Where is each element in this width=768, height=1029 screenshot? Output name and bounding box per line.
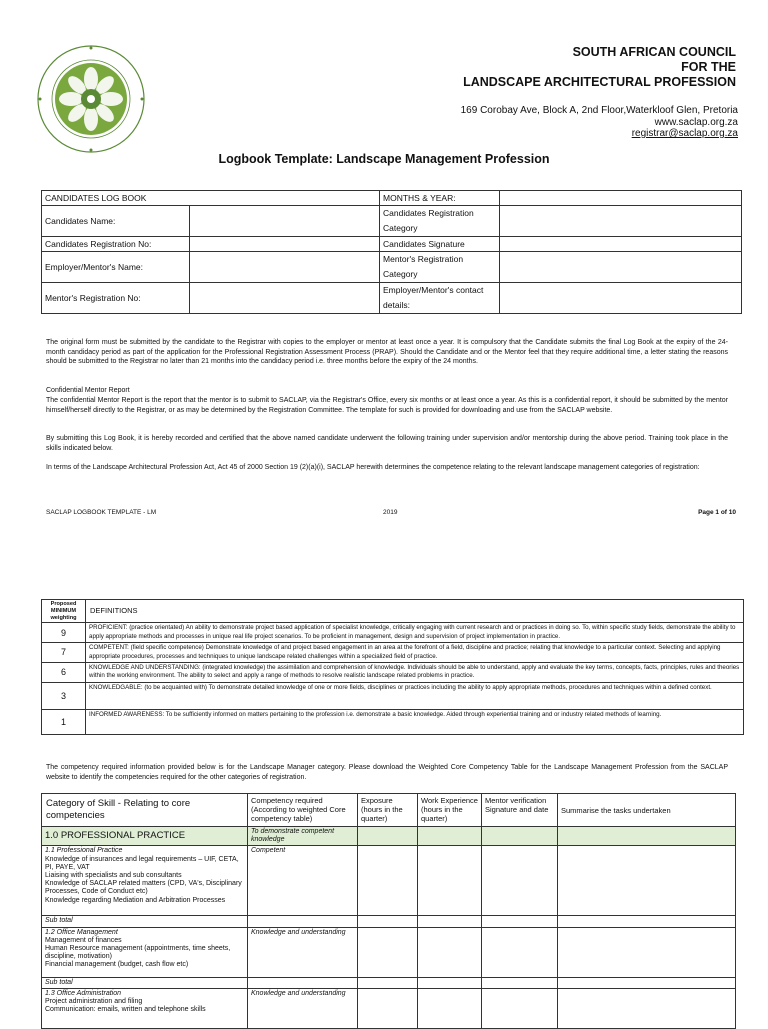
- org-name-line3: LANDSCAPE ARCHITECTURAL PROFESSION: [463, 75, 736, 89]
- definition-text: PROFICIENT: (practice orientated) An ability to demonstrate project based application of specialist knowledge, critically engaging with current research and or practices in doing so. To, within specific study fields, demonstrate the ability to apply appropriate methods and processes in unique real life project scenarios. To be proficient in management, design and supervision of project implementation in practice.: [86, 623, 744, 643]
- summary-field[interactable]: [558, 846, 736, 916]
- weighting-value: 6: [42, 663, 86, 683]
- category-header: Category of Skill - Relating to core competencies: [42, 794, 248, 827]
- definition-text: KNOWLEDGABLE: (to be acquainted with) To demonstrate detailed knowledge of one or more fields, disciplines or practices including the ability to apply appropriate methods, procedures and techniques within a defined context.: [86, 682, 744, 709]
- mentor-report-heading: Confidential Mentor Report: [46, 387, 130, 394]
- weighting-value: 9: [42, 623, 86, 643]
- certification-paragraph: By submitting this Log Book, it is hereby recorded and certified that the above named candidate underwent the following training under supervision and/or mentorship during the above period. Training took place in the skills indicated below.: [46, 435, 728, 452]
- table-cell: Mentor's Registration No:: [42, 283, 190, 314]
- exposure-field[interactable]: [358, 988, 418, 1028]
- mentor-signature-field[interactable]: [482, 927, 558, 977]
- summary-field[interactable]: [558, 988, 736, 1028]
- table-cell: MONTHS & YEAR:: [380, 191, 500, 206]
- definition-row: [42, 709, 744, 734]
- document-title: Logbook Template: Landscape Management Profession: [218, 152, 550, 166]
- definition-row: [42, 623, 744, 643]
- mentor-signature-field[interactable]: [482, 846, 558, 916]
- table-cell: Mentor's Registration Category: [380, 252, 500, 283]
- exposure-header: Exposure (hours in the quarter): [358, 794, 418, 827]
- months-year-field[interactable]: [500, 191, 742, 206]
- competency-row: [42, 927, 736, 977]
- weighting-value: 1: [42, 709, 86, 734]
- competency-required: Knowledge and understanding: [248, 988, 358, 1028]
- mentor-registration-no-field[interactable]: [190, 283, 380, 314]
- candidate-signature-field[interactable]: [500, 237, 742, 252]
- section-title: 1.0 PROFESSIONAL PRACTICE: [42, 827, 248, 846]
- work-experience-field[interactable]: [418, 846, 482, 916]
- footer-page-number: Page 1 of 10: [698, 509, 736, 516]
- competency-intro: The competency required information provided below is for the Landscape Manager category. Please download the Weighted Core Competency Table for the Landscape Management Profession from the SACLAP website to identify the competencies required for the other categories of registration.: [46, 764, 728, 781]
- definition-text: INFORMED AWARENESS: To be sufficiently informed on matters pertaining to the profession i.e. demonstrate a basic knowledge. Aided through experiential training and or industry related methods of learning.: [86, 709, 744, 734]
- table-cell: Candidates Signature: [380, 237, 500, 252]
- competency-description: 1.2 Office Management Management of finances Human Resource management (appointments, time sheets, discipline, motivation) Financial management (budget, cash flow etc): [42, 927, 248, 977]
- definitions-header: DEFINITIONS: [86, 600, 744, 623]
- definition-row: [42, 663, 744, 683]
- definition-text: COMPETENT: (field specific competence) Demonstrate knowledge of and project based engagement in an area at the forefront of a field, discipline and practice; relating that knowledge to a particular context. Selecting and applying appropriate procedures, processes and techniques to unique landscape related challenges within a specialized field of practice.: [86, 643, 744, 663]
- org-name-line2: FOR THE: [681, 60, 736, 74]
- submission-paragraph: The original form must be submitted by the candidate to the Registrar with copies to the employer or mentor at least once a year. It is compulsory that the Candidate submits the final Log Book at the expiry of the 24-month candidacy period as part of the application for the Professional Registration Assessment Process (PRAP). Should the Candidate and or the Mentor feel that they require additional time, a letter stating the reasons should be submitted to the Registrar no later than 21 months into the candidacy period i.e. three months before the expiry of the 24 months.: [46, 339, 728, 365]
- section-row: [42, 827, 736, 846]
- definitions-table: [41, 599, 744, 735]
- weighting-value: 7: [42, 643, 86, 663]
- org-name-line1: SOUTH AFRICAN COUNCIL: [572, 45, 736, 59]
- footer-template-name: SACLAP LOGBOOK TEMPLATE - LM: [46, 509, 157, 516]
- summary-header: Summarise the tasks undertaken: [558, 794, 736, 827]
- mentor-registration-category-field[interactable]: [500, 252, 742, 283]
- competency-description: 1.3 Office Administration Project administration and filing Communication: emails, written and telephone skills: [42, 988, 248, 1028]
- table-cell: CANDIDATES LOG BOOK: [42, 191, 380, 206]
- definition-row: [42, 682, 744, 709]
- competency-description: 1.1 Professional Practice Knowledge of insurances and legal requirements – UIF, CETA, PI, PAYE, VAT Liaising with specialists and sub consultants Knowledge of SACLAP related matters (CPD, VA's, Disciplinary Processes, Code of Conduct etc) Knowledge regarding Mediation and Arbitration Processes: [42, 846, 248, 916]
- table-cell: Employer/Mentor's Name:: [42, 252, 190, 283]
- subtotal-row: Sub total: [42, 977, 736, 988]
- candidate-registration-no-field[interactable]: [190, 237, 380, 252]
- table-cell: Employer/Mentor's contact details:: [380, 283, 500, 314]
- weighting-header: Proposed MINIMUM weighting: [42, 600, 86, 623]
- summary-field[interactable]: [558, 927, 736, 977]
- act-paragraph: In terms of the Landscape Architectural Profession Act, Act 45 of 2000 Section 19 (2)(a)(i), SACLAP herewith determines the competence relating to the relevant landscape management categories of registration:: [46, 464, 700, 471]
- work-experience-header: Work Experience (hours in the quarter): [418, 794, 482, 827]
- mentor-verification-header: Mentor verification Signature and date: [482, 794, 558, 827]
- required-header: Competency required (According to weighted Core competency table): [248, 794, 358, 827]
- competency-row: [42, 988, 736, 1028]
- footer-year: 2019: [383, 509, 398, 516]
- mentor-contact-details-field[interactable]: [500, 283, 742, 314]
- work-experience-field[interactable]: [418, 988, 482, 1028]
- table-cell: Candidates Name:: [42, 206, 190, 237]
- competency-table: [41, 793, 736, 1029]
- competency-row: [42, 846, 736, 916]
- section-required: To demonstrate competent knowledge: [248, 827, 358, 846]
- table-cell: Candidates Registration No:: [42, 237, 190, 252]
- work-experience-field[interactable]: [418, 927, 482, 977]
- competency-required: Competent: [248, 846, 358, 916]
- candidate-name-field[interactable]: [190, 206, 380, 237]
- definition-row: [42, 643, 744, 663]
- definition-text: KNOWLEDGE AND UNDERSTANDING: (integrated knowledge) the assimilation and comprehension of knowledge. Individuals should be able to understand, apply and evaluate the key terms, concepts, facts, principles, rules and theories within the working environment. The ability to select and apply a range of methods to resolve realistic landscape related problems in practice.: [86, 663, 744, 683]
- weighting-value: 3: [42, 682, 86, 709]
- exposure-field[interactable]: [358, 846, 418, 916]
- candidate-registration-category-field[interactable]: [500, 206, 742, 237]
- mentor-report-paragraph: The confidential Mentor Report is the report that the mentor is to submit to SACLAP, via the Registrar's Office, every six months or at least once a year. As this is a confidential report, it should be submitted by the mentor himself/herself directly to the Registrar, or as may be determined by the Registration Committee. The template for such is provided for downloading and use from the SACLAP website.: [46, 397, 728, 414]
- address: 169 Corobay Ave, Block A, 2nd Floor,Waterkloof Glen, Pretoria: [460, 105, 738, 116]
- exposure-field[interactable]: [358, 927, 418, 977]
- logbook-details-table: [41, 190, 742, 314]
- subtotal-row: Sub total: [42, 916, 736, 927]
- table-cell: Candidates Registration Category: [380, 206, 500, 237]
- mentor-name-field[interactable]: [190, 252, 380, 283]
- email-link[interactable]: registrar@saclap.org.za: [631, 128, 738, 139]
- saclap-logo: [36, 44, 146, 154]
- website-link[interactable]: www.saclap.org.za: [654, 117, 738, 128]
- competency-required: Knowledge and understanding: [248, 927, 358, 977]
- mentor-signature-field[interactable]: [482, 988, 558, 1028]
